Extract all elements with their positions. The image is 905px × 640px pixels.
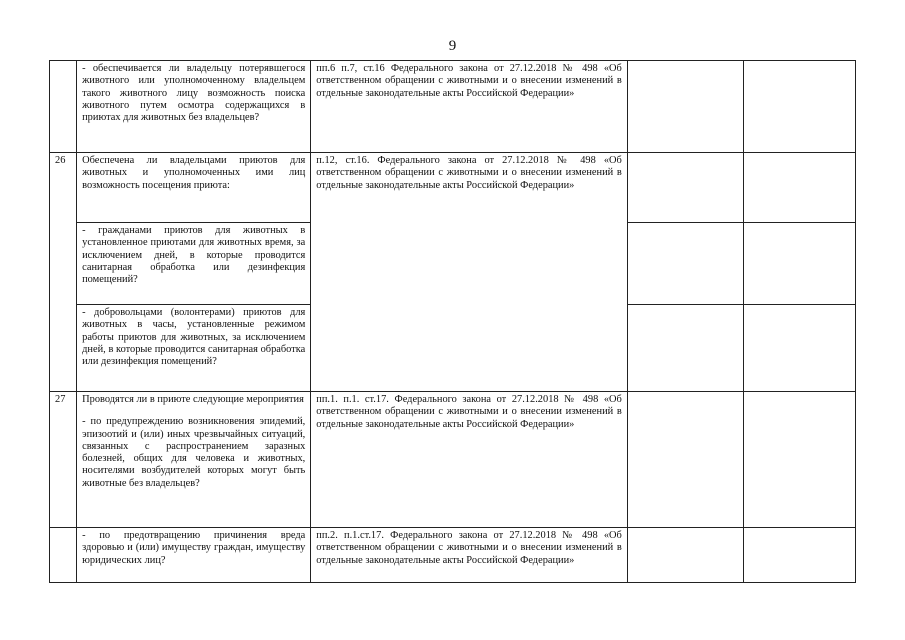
question-intro: Проводятся ли в приюте следующие мероприятия <box>82 394 304 405</box>
answer-cell <box>627 153 744 223</box>
row-number <box>50 528 77 583</box>
page-number: 9 <box>448 38 457 54</box>
table-row <box>50 528 856 583</box>
question-cell: Обеспечена ли владельцами приютов для животных и уполномоченных ими лиц возможность посещения приюта: <box>77 153 311 223</box>
question-cell: - по предотвращению причинения вреда здоровью и (или) имуществу граждан, имуществу юридических лиц? <box>77 528 311 583</box>
note-cell <box>744 223 856 305</box>
question-sub-cell: - добровольцами (волонтерами) приютов для животных в часы, установленные режимом работы приютов для животных, за исключением дней, в которые проводится санитарная обработка или дезинфекция помещений? <box>77 305 311 392</box>
note-cell <box>744 392 856 528</box>
question-item: - по предупреждению возникновения эпидемий, эпизоотий и (или) иных чрезвычайных ситуаций, связанных с распространением заразных болезней, общих для человека и животных, носителями возбудителей которых могут быть животные без владельцев? <box>82 416 306 489</box>
row-number: 26 <box>50 153 77 392</box>
law-reference-cell: пп.2. п.1.ст.17. Федерального закона от 27.12.2018 № 498 «Об ответственном обращении с животными и о внесении изменений в отдельные законодательные акты Российской Федерации» <box>311 528 628 583</box>
answer-cell <box>627 392 744 528</box>
row-number <box>50 61 77 153</box>
law-reference-cell: пп.1. п.1. ст.17. Федерального закона от 27.12.2018 № 498 «Об ответственном обращении с животными и о внесении изменений в отдельные законодательные акты Российской Федерации» <box>311 392 628 528</box>
note-cell <box>744 153 856 223</box>
row-number: 27 <box>50 392 77 528</box>
answer-cell <box>627 528 744 583</box>
law-reference-cell: пп.6 п.7, ст.16 Федерального закона от 27.12.2018 № 498 «Об ответственном обращении с животными и о внесении изменений в отдельные законодательные акты Российской Федерации» <box>311 61 628 153</box>
question-cell: - обеспечивается ли владельцу потерявшегося животного или уполномоченному владельцем такого животного лицу возможность поиска животного путем осмотра содержащихся в приютах для животных без владельцев? <box>77 61 311 153</box>
table-row <box>50 153 856 223</box>
answer-cell <box>627 223 744 305</box>
answer-cell <box>627 61 744 153</box>
note-cell <box>744 528 856 583</box>
note-cell <box>744 305 856 392</box>
question-sub-cell: - гражданами приютов для животных в установленное приютами для животных время, за исключением дней, в которые проводится санитарная обработка или дезинфекция помещений? <box>77 223 311 305</box>
table-row <box>50 61 856 153</box>
table-row <box>50 392 856 528</box>
question-cell <box>77 392 311 528</box>
answer-cell <box>627 305 744 392</box>
law-reference-cell: п.12, ст.16. Федерального закона от 27.12.2018 № 498 «Об ответственном обращении с животными и о внесении изменений в отдельные законодательные акты Российской Федерации» <box>311 153 628 392</box>
checklist-table <box>49 60 856 583</box>
note-cell <box>744 61 856 153</box>
